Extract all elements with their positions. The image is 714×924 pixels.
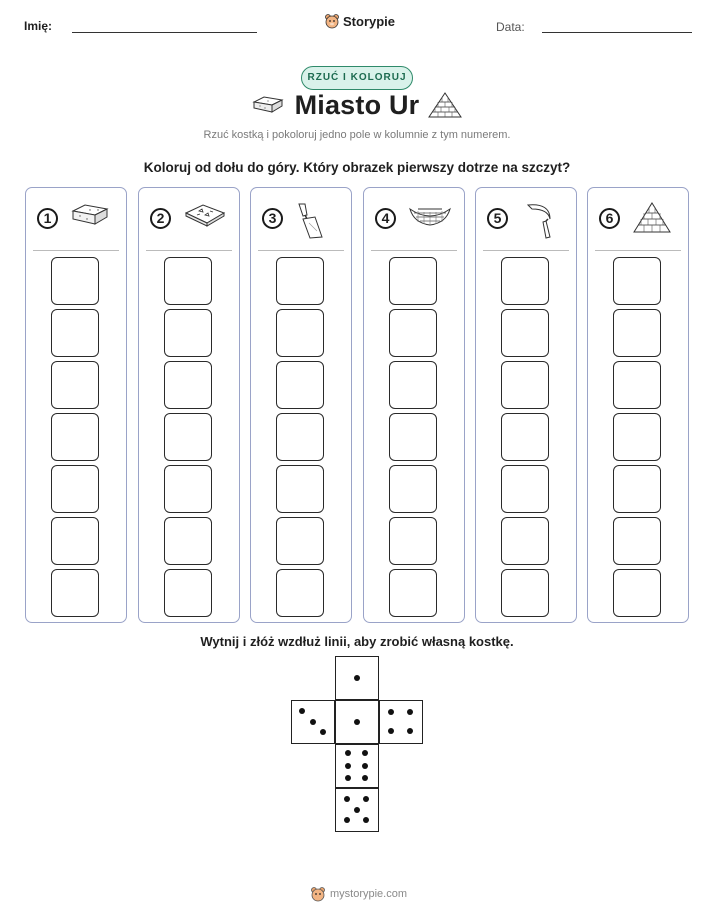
brand-name: Storypie — [343, 13, 396, 29]
reed-boat-icon — [408, 201, 452, 234]
color-box[interactable] — [389, 413, 437, 461]
column-number: 3 — [262, 208, 283, 229]
color-box[interactable] — [164, 413, 212, 461]
activity-badge: RZUĆ I KOLORUJ — [301, 66, 413, 90]
color-box[interactable] — [164, 361, 212, 409]
color-box[interactable] — [501, 257, 549, 305]
column-divider — [33, 250, 119, 251]
column-3 — [250, 187, 352, 623]
die-pip — [407, 709, 413, 715]
color-box[interactable] — [501, 465, 549, 513]
color-box[interactable] — [276, 361, 324, 409]
trowel-icon — [295, 201, 325, 246]
color-box[interactable] — [501, 361, 549, 409]
color-box[interactable] — [164, 309, 212, 357]
die-pip — [299, 708, 305, 714]
color-box[interactable] — [51, 309, 99, 357]
die-pip — [344, 817, 350, 823]
die-pip — [345, 750, 351, 756]
color-box[interactable] — [501, 569, 549, 617]
name-label: Imię: — [24, 19, 53, 33]
color-box[interactable] — [389, 465, 437, 513]
color-box[interactable] — [164, 517, 212, 565]
color-box[interactable] — [51, 257, 99, 305]
color-box[interactable] — [389, 517, 437, 565]
color-box[interactable] — [51, 465, 99, 513]
date-line[interactable] — [542, 32, 692, 33]
color-box[interactable] — [164, 465, 212, 513]
footer-url[interactable]: mystorypie.com — [330, 888, 408, 900]
die-face-6 — [335, 744, 379, 788]
bear-logo-icon — [324, 13, 340, 29]
column-number: 5 — [487, 208, 508, 229]
color-box[interactable] — [276, 309, 324, 357]
column-1 — [25, 187, 127, 623]
color-box[interactable] — [276, 465, 324, 513]
color-box[interactable] — [613, 517, 661, 565]
subtitle: Rzuć kostką i pokoloruj jedno pole w kolumnie z tym numerem. — [203, 129, 511, 141]
column-divider — [371, 250, 457, 251]
die-pip — [388, 728, 394, 734]
column-5 — [475, 187, 577, 623]
sickle-icon — [520, 201, 556, 246]
die-pip — [388, 709, 394, 715]
cut-instruction: Wytnij i złóż wzdłuż linii, aby zrobić własną kostkę. — [200, 634, 514, 649]
instruction-heading: Koloruj od dołu do góry. Który obrazek pierwszy dotrze na szczyt? — [143, 160, 571, 175]
column-6 — [587, 187, 689, 623]
color-box[interactable] — [51, 413, 99, 461]
color-box[interactable] — [613, 413, 661, 461]
die-pip — [354, 675, 360, 681]
ziggurat-icon — [632, 201, 672, 240]
color-box[interactable] — [389, 257, 437, 305]
die-face-3 — [291, 700, 335, 744]
column-divider — [258, 250, 344, 251]
color-box[interactable] — [613, 465, 661, 513]
die-pip — [407, 728, 413, 734]
color-box[interactable] — [613, 257, 661, 305]
page-title: Miasto Ur — [294, 90, 420, 120]
date-label: Data: — [496, 20, 525, 34]
brand-logo — [324, 13, 395, 29]
die-pip — [362, 750, 368, 756]
column-4 — [363, 187, 465, 623]
bear-logo-icon — [310, 886, 326, 902]
die-face-1 — [335, 656, 379, 700]
color-box[interactable] — [276, 413, 324, 461]
die-pip — [354, 807, 360, 813]
color-box[interactable] — [613, 309, 661, 357]
color-box[interactable] — [51, 361, 99, 409]
die-pip — [345, 763, 351, 769]
column-divider — [483, 250, 569, 251]
color-box[interactable] — [51, 569, 99, 617]
die-pip — [310, 719, 316, 725]
color-box[interactable] — [276, 257, 324, 305]
color-box[interactable] — [501, 413, 549, 461]
color-box[interactable] — [389, 309, 437, 357]
color-box[interactable] — [613, 361, 661, 409]
color-box[interactable] — [389, 569, 437, 617]
column-divider — [146, 250, 232, 251]
column-number: 2 — [150, 208, 171, 229]
color-box[interactable] — [164, 257, 212, 305]
die-pip — [362, 775, 368, 781]
color-box[interactable] — [51, 517, 99, 565]
die-pip — [363, 796, 369, 802]
color-box[interactable] — [276, 569, 324, 617]
color-box[interactable] — [501, 517, 549, 565]
die-face-1 — [335, 700, 379, 744]
die-pip — [363, 817, 369, 823]
die-pip — [354, 719, 360, 725]
color-box[interactable] — [164, 569, 212, 617]
column-number: 6 — [599, 208, 620, 229]
color-box[interactable] — [501, 309, 549, 357]
clay-tablet-icon — [183, 201, 227, 234]
die-pip — [320, 729, 326, 735]
die-pip — [362, 763, 368, 769]
column-number: 4 — [375, 208, 396, 229]
name-line[interactable] — [72, 32, 257, 33]
color-box[interactable] — [389, 361, 437, 409]
color-box[interactable] — [613, 569, 661, 617]
column-divider — [595, 250, 681, 251]
column-number: 1 — [37, 208, 58, 229]
footer — [310, 886, 407, 902]
mud-brick-icon — [70, 201, 110, 232]
die-face-4 — [379, 700, 423, 744]
die-face-5 — [335, 788, 379, 832]
die-pip — [345, 775, 351, 781]
ziggurat-icon — [427, 91, 463, 119]
column-2 — [138, 187, 240, 623]
color-box[interactable] — [276, 517, 324, 565]
die-pip — [344, 796, 350, 802]
